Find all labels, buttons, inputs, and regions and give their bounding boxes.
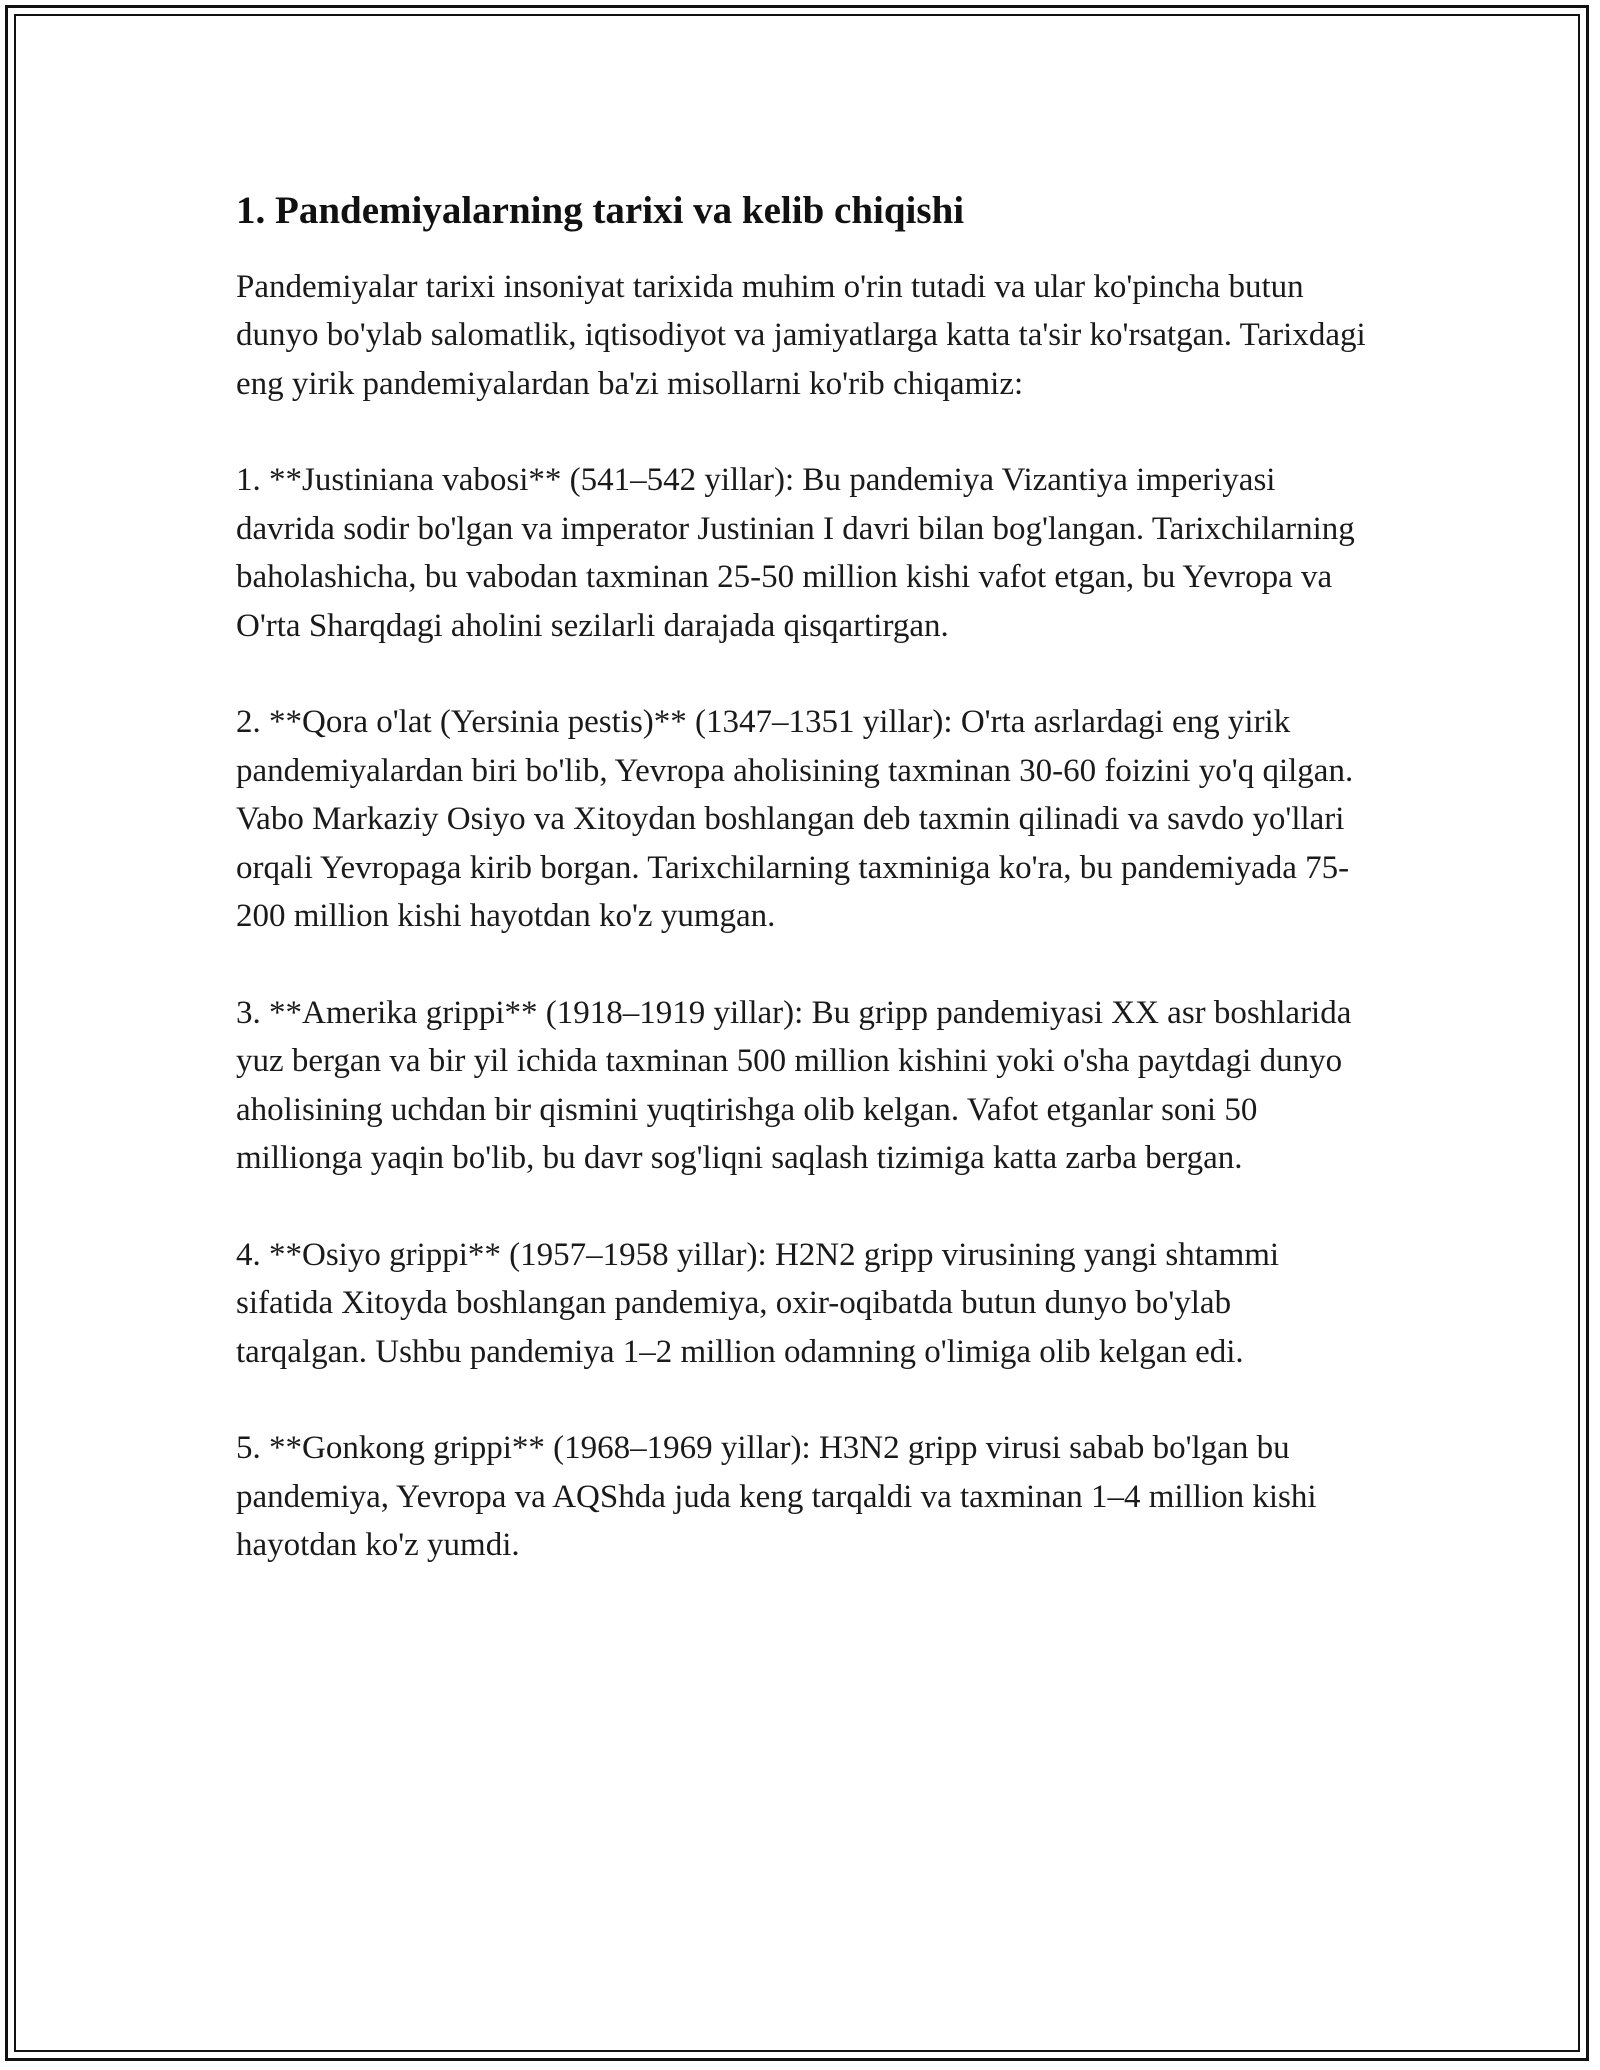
paragraph-hong-kong-flu: 5. **Gonkong grippi** (1968–1969 yillar): H3N2 gripp virusi sabab bo'lgan bu pandemiya, Yevropa va AQShda juda keng tarqaldi va taxminan 1–4 million kishi hayotdan ko'z yumdi. [236, 1430, 1317, 1564]
paragraph-1918-flu: 3. **Amerika grippi** (1918–1919 yillar): Bu gripp pandemiyasi XX asr boshlarida yuz bergan va bir yil ichida taxminan 500 million kishini yoki o'sha paytdagi dunyo aholisining uchdan bir qismini yuqtirishga olib kelgan. Vafot etganlar soni 50 millionga yaqin bo'lib, bu davr sog'liqni saqlash tizimiga katta zarba bergan. [236, 994, 1352, 1177]
paragraph-black-death: 2. **Qora o'lat (Yersinia pestis)** (1347–1351 yillar): O'rta asrlardagi eng yirik pandemiyalardan biri bo'lib, Yevropa aholisining taxminan 30-60 foizini yo'q qilgan. Vabo Markaziy Osiyo va Xitoydan boshlangan deb taxmin qilinadi va savdo yo'llari orqali Yevropaga kirib borgan. Tarixchilarning taxminiga ko'ra, bu pandemiyada 75-200 million kishi hayotdan ko'z yumgan. [236, 704, 1354, 935]
document-body [236, 186, 1366, 1618]
section-title: 1. Pandemiyalarning tarixi va kelib chiqishi [236, 189, 965, 232]
paragraph-asian-flu: 4. **Osiyo grippi** (1957–1958 yillar): H2N2 gripp virusining yangi shtammi sifatida Xitoyda boshlangan pandemiya, oxir-oqibatda butun dunyo bo'ylab tarqalgan. Ushbu pandemiya 1–2 million odamning o'limiga olib kelgan edi. [236, 1236, 1280, 1370]
intro-paragraph: Pandemiyalar tarixi insoniyat tarixida muhim o'rin tutadi va ular ko'pincha butun dunyo bo'ylab salomatlik, iqtisodiyot va jamiyatlarga katta ta'sir ko'rsatgan. Tarixdagi eng yirik pandemiyalardan ba'zi misollarni ko'rib chiqamiz: [236, 268, 1366, 402]
paragraph-justinian-plague: 1. **Justiniana vabosi** (541–542 yillar): Bu pandemiya Vizantiya imperiyasi davrida sodir bo'lgan va imperator Justinian I davri bilan bog'langan. Tarixchilarning baholashicha, bu vabodan taxminan 25-50 million kishi vafot etgan, bu Yevropa va O'rta Sharqdagi aholini sezilarli darajada qisqartirgan. [236, 462, 1355, 644]
